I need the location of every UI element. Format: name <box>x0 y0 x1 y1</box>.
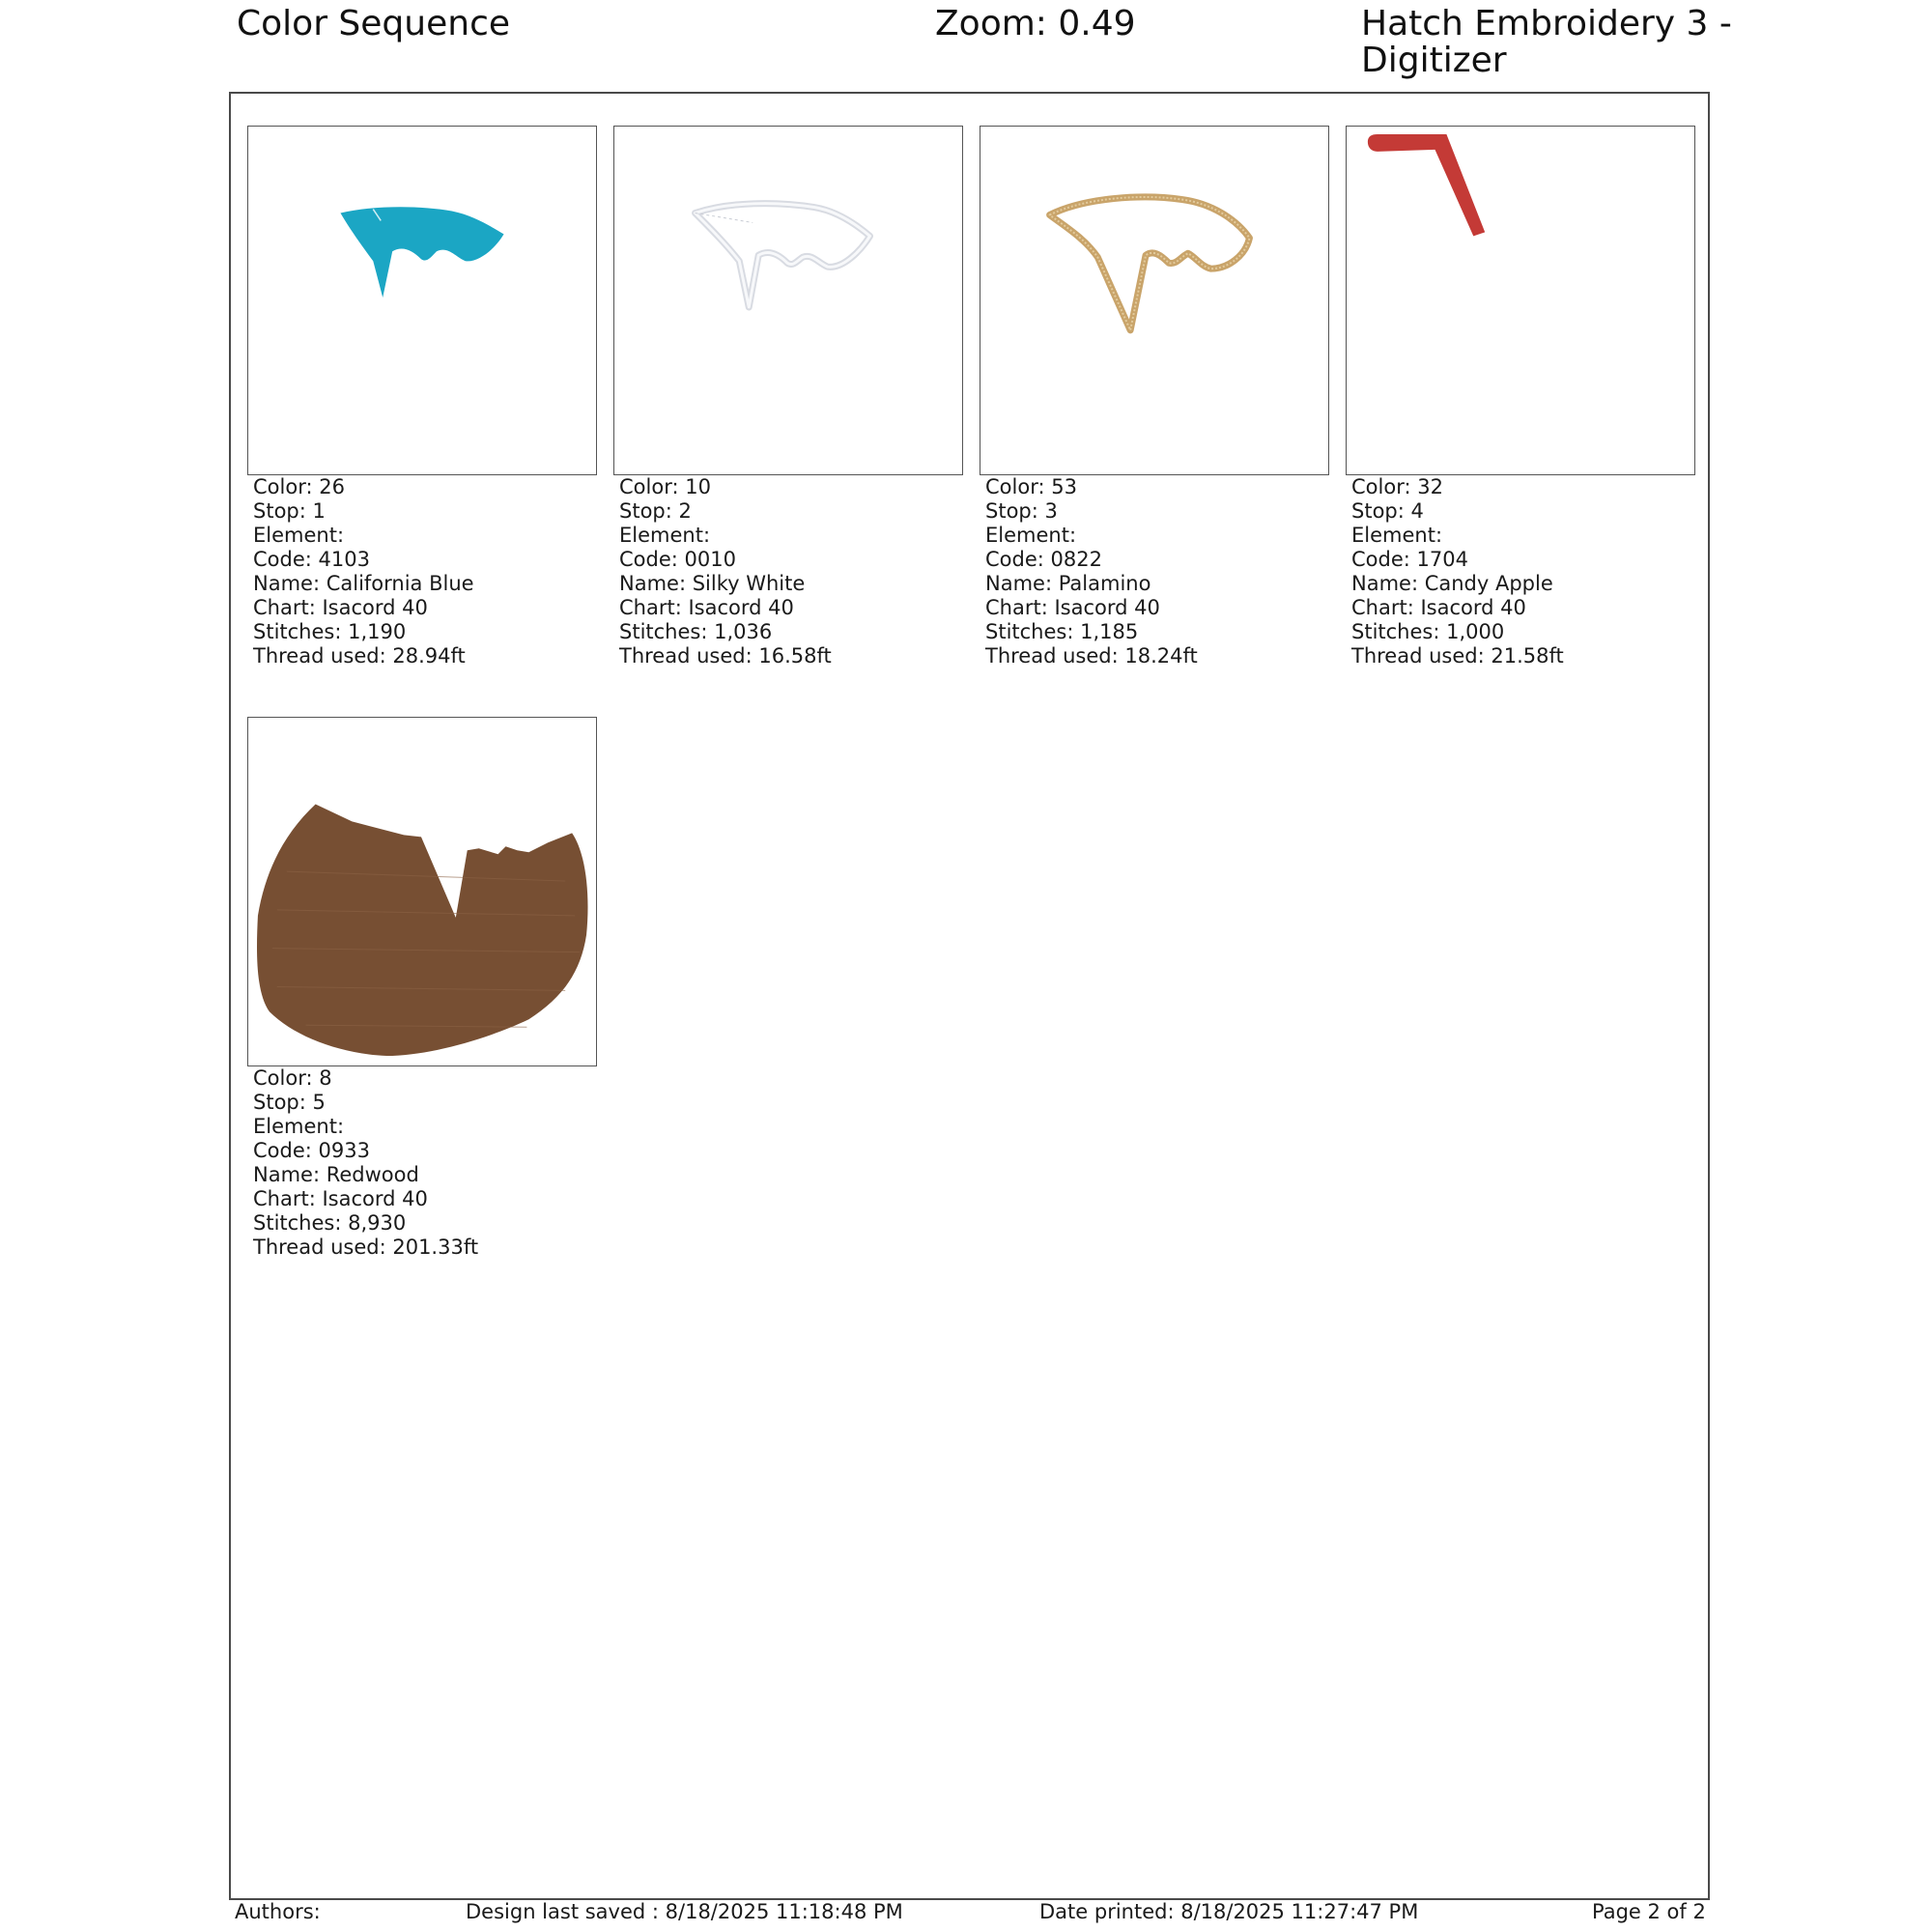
page-title: Color Sequence <box>237 4 511 43</box>
thread-code: Code: 0010 <box>619 548 736 571</box>
thread-name: Name: Palamino <box>985 572 1151 595</box>
element-label: Element: <box>985 524 1077 547</box>
stitch-count: Stitches: 1,000 <box>1351 620 1505 643</box>
thread-used: Thread used: 201.33ft <box>253 1236 479 1259</box>
color-number: Color: 53 <box>985 475 1077 498</box>
thread-name: Name: Redwood <box>253 1163 419 1186</box>
color-thumbnail-3 <box>980 126 1329 475</box>
element-label: Element: <box>1351 524 1443 547</box>
thread-name: Name: Silky White <box>619 572 806 595</box>
color-card-3 <box>980 126 1329 668</box>
color-number: Color: 32 <box>1351 475 1443 498</box>
element-label: Element: <box>253 1115 345 1138</box>
thread-chart: Chart: Isacord 40 <box>985 596 1160 619</box>
palamino-outline-shape-icon <box>980 127 1328 474</box>
footer-design-saved: Design last saved : 8/18/2025 11:18:48 PM <box>466 1900 903 1923</box>
color-number: Color: 10 <box>619 475 711 498</box>
california-blue-fill-shape-icon <box>248 127 596 474</box>
color-details-4 <box>1346 475 1695 668</box>
color-card-2 <box>613 126 963 668</box>
color-thumbnail-5 <box>247 717 597 1066</box>
thread-chart: Chart: Isacord 40 <box>253 596 428 619</box>
stitch-count: Stitches: 1,036 <box>619 620 773 643</box>
thread-chart: Chart: Isacord 40 <box>619 596 794 619</box>
thread-name: Name: California Blue <box>253 572 474 595</box>
thread-used: Thread used: 21.58ft <box>1351 644 1564 668</box>
color-card-5 <box>247 717 597 1260</box>
thread-used: Thread used: 16.58ft <box>619 644 832 668</box>
color-card-4 <box>1346 126 1695 668</box>
color-card-1 <box>247 126 597 668</box>
silky-white-outline-shape-icon <box>614 127 962 474</box>
color-details-5 <box>247 1066 597 1260</box>
stop-number: Stop: 4 <box>1351 499 1424 523</box>
candy-apple-stem-shape-icon <box>1347 127 1694 474</box>
thread-used: Thread used: 28.94ft <box>253 644 466 668</box>
stitch-count: Stitches: 1,190 <box>253 620 407 643</box>
footer-authors: Authors: <box>235 1900 321 1923</box>
thread-code: Code: 1704 <box>1351 548 1468 571</box>
color-details-1 <box>247 475 597 668</box>
element-label: Element: <box>619 524 711 547</box>
footer-page-number: Page 2 of 2 <box>1592 1900 1706 1923</box>
element-label: Element: <box>253 524 345 547</box>
stop-number: Stop: 1 <box>253 499 326 523</box>
thread-used: Thread used: 18.24ft <box>985 644 1198 668</box>
thread-name: Name: Candy Apple <box>1351 572 1553 595</box>
stitch-count: Stitches: 8,930 <box>253 1211 407 1235</box>
color-thumbnail-2 <box>613 126 963 475</box>
thread-code: Code: 4103 <box>253 548 370 571</box>
thread-chart: Chart: Isacord 40 <box>1351 596 1526 619</box>
color-thumbnail-1 <box>247 126 597 475</box>
color-number: Color: 8 <box>253 1066 332 1090</box>
app-name: Hatch Embroidery 3 - Digitizer <box>1361 4 1732 80</box>
redwood-fill-shape-icon <box>248 718 596 1065</box>
color-details-3 <box>980 475 1329 668</box>
thread-chart: Chart: Isacord 40 <box>253 1187 428 1210</box>
footer-date-printed: Date printed: 8/18/2025 11:27:47 PM <box>1039 1900 1419 1923</box>
stop-number: Stop: 2 <box>619 499 692 523</box>
color-thumbnail-4 <box>1346 126 1695 475</box>
zoom-level: Zoom: 0.49 <box>935 4 1136 43</box>
thread-code: Code: 0822 <box>985 548 1102 571</box>
thread-code: Code: 0933 <box>253 1139 370 1162</box>
color-number: Color: 26 <box>253 475 345 498</box>
stitch-count: Stitches: 1,185 <box>985 620 1139 643</box>
stop-number: Stop: 3 <box>985 499 1058 523</box>
color-details-2 <box>613 475 963 668</box>
stop-number: Stop: 5 <box>253 1091 326 1114</box>
